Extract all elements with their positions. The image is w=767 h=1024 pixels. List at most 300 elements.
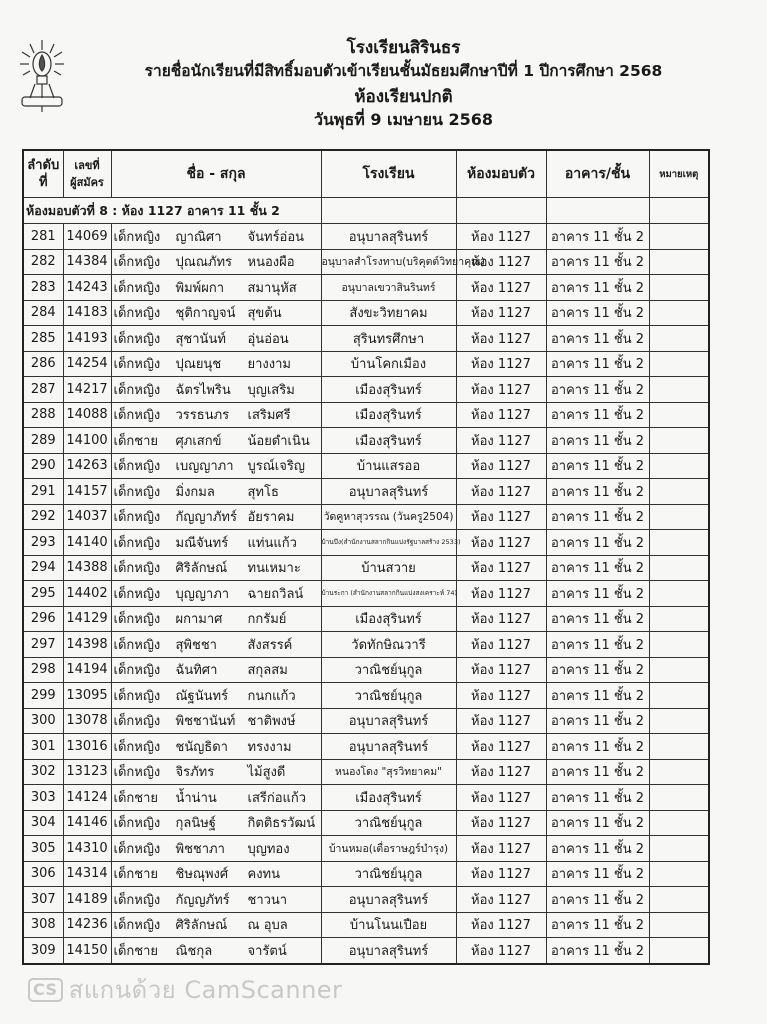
- cell-applicant-id: 14189: [63, 887, 111, 913]
- col-applicant-line1: เลขที่: [74, 159, 100, 172]
- col-order: [23, 150, 63, 198]
- cell-note: [649, 530, 709, 556]
- first-name: ชุติกาญจน์: [175, 306, 236, 322]
- cell-applicant-id: 14243: [63, 275, 111, 301]
- table-row: [23, 224, 709, 250]
- student-table: [22, 149, 710, 965]
- cell-name: [111, 606, 321, 632]
- first-name: กัญญภัทร์: [175, 892, 230, 908]
- first-name: มิ่งกมล: [175, 484, 215, 500]
- cell-applicant-id: 13016: [63, 734, 111, 760]
- cell-building: อาคาร 11 ชั้น 2: [546, 326, 649, 352]
- name-prefix: เด็กหญิง: [113, 892, 161, 908]
- name-prefix: เด็กหญิง: [113, 586, 161, 602]
- table-row: [23, 402, 709, 428]
- last-name: น้อยดำเนิน: [247, 433, 310, 449]
- cell-school: อนุบาลเขวาสินรินทร์: [321, 275, 456, 301]
- table-row: [23, 836, 709, 862]
- cell-building: อาคาร 11 ชั้น 2: [546, 606, 649, 632]
- cell-room: ห้อง 1127: [456, 402, 546, 428]
- first-name: สุชานันท์: [175, 331, 226, 347]
- last-name: ฉายถวิลน์: [247, 586, 304, 602]
- table-row: [23, 683, 709, 709]
- table-row: [23, 861, 709, 887]
- cell-room: ห้อง 1127: [456, 581, 546, 607]
- last-name: อัยราคม: [247, 510, 295, 526]
- cell-school: บ้านโคกเมือง: [321, 351, 456, 377]
- first-name: ญาณิศา: [175, 229, 222, 245]
- section-label: ห้องมอบตัวที่ 8 : ห้อง 1127 อาคาร 11 ชั้น 2: [23, 198, 321, 224]
- cell-order-no: 298: [23, 657, 63, 683]
- cell-name: [111, 555, 321, 581]
- cell-building: อาคาร 11 ชั้น 2: [546, 530, 649, 556]
- table-row: [23, 785, 709, 811]
- name-prefix: เด็กหญิง: [113, 918, 161, 934]
- cell-room: ห้อง 1127: [456, 759, 546, 785]
- cell-order-no: 304: [23, 810, 63, 836]
- cell-school: เมืองสุรินทร์: [321, 377, 456, 403]
- cell-applicant-id: 14183: [63, 300, 111, 326]
- cell-school: เมืองสุรินทร์: [321, 606, 456, 632]
- cell-room: ห้อง 1127: [456, 785, 546, 811]
- cell-building: อาคาร 11 ชั้น 2: [546, 734, 649, 760]
- cell-school: อนุบาลสุรินทร์: [321, 887, 456, 913]
- cell-applicant-id: 14254: [63, 351, 111, 377]
- cell-room: ห้อง 1127: [456, 683, 546, 709]
- last-name: คงทน: [247, 867, 280, 883]
- name-prefix: เด็กชาย: [113, 790, 158, 806]
- last-name: ทรงงาม: [247, 739, 292, 755]
- table-row: [23, 326, 709, 352]
- first-name: ชนัญธิดา: [175, 739, 228, 755]
- name-prefix: เด็กหญิง: [113, 357, 161, 373]
- cell-order-no: 301: [23, 734, 63, 760]
- first-name: ศุภเสกข์: [175, 433, 222, 449]
- first-name: สุพิชชา: [175, 637, 217, 653]
- cell-name: [111, 938, 321, 964]
- cell-building: อาคาร 11 ชั้น 2: [546, 657, 649, 683]
- cell-note: [649, 683, 709, 709]
- first-name: พิมพ์ผกา: [175, 280, 224, 296]
- cell-note: [649, 479, 709, 505]
- name-prefix: เด็กหญิง: [113, 688, 161, 704]
- cell-name: [111, 504, 321, 530]
- name-prefix: เด็กหญิง: [113, 841, 161, 857]
- table-row: [23, 249, 709, 275]
- cell-applicant-id: 13095: [63, 683, 111, 709]
- cell-note: [649, 402, 709, 428]
- cell-applicant-id: 14037: [63, 504, 111, 530]
- cell-note: [649, 224, 709, 250]
- cell-applicant-id: 14193: [63, 326, 111, 352]
- col-school: โรงเรียน: [321, 150, 456, 198]
- last-name: เสรีก่อแก้ว: [247, 790, 307, 806]
- cell-order-no: 289: [23, 428, 63, 454]
- cell-order-no: 288: [23, 402, 63, 428]
- first-name: ฉัตรไพริน: [175, 382, 231, 398]
- last-name: ยางงาม: [247, 357, 291, 373]
- cell-school: เมืองสุรินทร์: [321, 402, 456, 428]
- cell-order-no: 295: [23, 581, 63, 607]
- cell-note: [649, 887, 709, 913]
- cell-name: [111, 581, 321, 607]
- cell-school: อนุบาลสุรินทร์: [321, 479, 456, 505]
- cell-school: บ้านแสรออ: [321, 453, 456, 479]
- cell-school: บ้านระกา (สำนักงานสลากกินแบ่งสงเคราะห์ 74): [321, 581, 456, 607]
- cell-name: [111, 300, 321, 326]
- last-name: ทนเหมาะ: [247, 561, 301, 577]
- cell-school: อนุบาลสุรินทร์: [321, 708, 456, 734]
- first-name: จิรภัทร: [175, 765, 215, 781]
- cell-building: อาคาร 11 ชั้น 2: [546, 402, 649, 428]
- cell-order-no: 307: [23, 887, 63, 913]
- first-name: พิชชาภา: [175, 841, 225, 857]
- cell-building: อาคาร 11 ชั้น 2: [546, 887, 649, 913]
- first-name: ผกามาศ: [175, 612, 223, 628]
- table-row: [23, 887, 709, 913]
- first-name: กัญญาภัทร์: [175, 510, 237, 526]
- cell-room: ห้อง 1127: [456, 479, 546, 505]
- last-name: สุขต้น: [247, 306, 282, 322]
- name-prefix: เด็กหญิง: [113, 561, 161, 577]
- cell-name: [111, 861, 321, 887]
- cell-school: อนุบาลสำโรงทาบ(บริคุตต์วิทยาคุณ): [321, 249, 456, 275]
- name-prefix: เด็กหญิง: [113, 229, 161, 245]
- name-prefix: เด็กหญิง: [113, 459, 161, 475]
- cell-building: อาคาร 11 ชั้น 2: [546, 428, 649, 454]
- cell-room: ห้อง 1127: [456, 861, 546, 887]
- cell-applicant-id: 13123: [63, 759, 111, 785]
- cell-school: บ้านโนนเปือย: [321, 912, 456, 938]
- section-empty-cell: [321, 198, 456, 224]
- cell-note: [649, 275, 709, 301]
- cell-applicant-id: 14100: [63, 428, 111, 454]
- cell-order-no: 302: [23, 759, 63, 785]
- cell-applicant-id: 14088: [63, 402, 111, 428]
- cell-applicant-id: 14146: [63, 810, 111, 836]
- program-name: ห้องเรียนปกติ: [354, 87, 453, 107]
- cell-school: สุรินทรศึกษา: [321, 326, 456, 352]
- last-name: กกรัมย์: [247, 612, 287, 628]
- cell-note: [649, 504, 709, 530]
- watermark-text: สแกนด้วย CamScanner: [68, 976, 343, 1004]
- name-prefix: เด็กหญิง: [113, 637, 161, 653]
- cell-note: [649, 326, 709, 352]
- section-row: [23, 198, 709, 224]
- cell-order-no: 299: [23, 683, 63, 709]
- cell-note: [649, 785, 709, 811]
- table-row: [23, 632, 709, 658]
- table-row: [23, 428, 709, 454]
- table-row: [23, 581, 709, 607]
- cell-order-no: 294: [23, 555, 63, 581]
- name-prefix: เด็กหญิง: [113, 280, 161, 296]
- cell-building: อาคาร 11 ชั้น 2: [546, 861, 649, 887]
- cell-note: [649, 606, 709, 632]
- table-header-row: [23, 150, 709, 198]
- col-building: อาคาร/ชั้น: [546, 150, 649, 198]
- cell-note: [649, 351, 709, 377]
- cell-note: [649, 708, 709, 734]
- last-name: สกุลสม: [247, 663, 288, 679]
- cell-room: ห้อง 1127: [456, 453, 546, 479]
- last-name: กิตติธรวัฒน์: [247, 816, 316, 832]
- last-name: ชาติพงษ์: [247, 714, 296, 730]
- cell-applicant-id: 13078: [63, 708, 111, 734]
- cell-room: ห้อง 1127: [456, 657, 546, 683]
- name-prefix: เด็กหญิง: [113, 484, 161, 500]
- cell-order-no: 283: [23, 275, 63, 301]
- cell-room: ห้อง 1127: [456, 555, 546, 581]
- name-prefix: เด็กหญิง: [113, 739, 161, 755]
- cell-order-no: 284: [23, 300, 63, 326]
- name-prefix: เด็กหญิง: [113, 765, 161, 781]
- cell-building: อาคาร 11 ชั้น 2: [546, 351, 649, 377]
- col-room: ห้องมอบตัว: [456, 150, 546, 198]
- last-name: เสริมศรี: [247, 408, 291, 424]
- table-row: [23, 479, 709, 505]
- cell-room: ห้อง 1127: [456, 326, 546, 352]
- cell-school: อนุบาลสุรินทร์: [321, 224, 456, 250]
- cell-school: สังขะวิทยาคม: [321, 300, 456, 326]
- cell-building: อาคาร 11 ชั้น 2: [546, 504, 649, 530]
- cell-order-no: 296: [23, 606, 63, 632]
- cell-note: [649, 555, 709, 581]
- col-order-line1: ลำดับ: [27, 158, 60, 173]
- cell-school: เมืองสุรินทร์: [321, 785, 456, 811]
- first-name: ศิริลักษณ์: [175, 561, 228, 577]
- last-name: อุ่นอ่อน: [247, 331, 289, 347]
- name-prefix: เด็กหญิง: [113, 535, 161, 551]
- table-row: [23, 708, 709, 734]
- last-name: หนองผือ: [247, 255, 295, 271]
- cell-room: ห้อง 1127: [456, 836, 546, 862]
- cell-room: ห้อง 1127: [456, 912, 546, 938]
- cell-name: [111, 759, 321, 785]
- cell-order-no: 292: [23, 504, 63, 530]
- first-name: ปุณยนุช: [175, 357, 222, 373]
- last-name: ชาวนา: [247, 892, 288, 908]
- first-name: เบญญาภา: [175, 459, 234, 475]
- cell-school: วาณิชย์นุกูล: [321, 810, 456, 836]
- cell-applicant-id: 14388: [63, 555, 111, 581]
- name-prefix: เด็กหญิง: [113, 714, 161, 730]
- cell-building: อาคาร 11 ชั้น 2: [546, 759, 649, 785]
- cell-name: [111, 632, 321, 658]
- cell-order-no: 305: [23, 836, 63, 862]
- report-date: วันพุธที่ 9 เมษายน 2568: [313, 110, 493, 129]
- cell-name: [111, 708, 321, 734]
- first-name: พิชชานันท์: [175, 714, 236, 730]
- cell-room: ห้อง 1127: [456, 275, 546, 301]
- table-row: [23, 275, 709, 301]
- last-name: บุญเสริม: [247, 382, 295, 398]
- cell-room: ห้อง 1127: [456, 351, 546, 377]
- table-row: [23, 759, 709, 785]
- cell-school: วาณิชย์นุกูล: [321, 657, 456, 683]
- section-empty-cell: [649, 198, 709, 224]
- cell-name: [111, 351, 321, 377]
- cell-school: วัดคูหาสุวรรณ (วันครู2504): [321, 504, 456, 530]
- last-name: ไม้สูงดี: [247, 765, 286, 781]
- cell-note: [649, 861, 709, 887]
- cell-order-no: 281: [23, 224, 63, 250]
- name-prefix: เด็กชาย: [113, 433, 158, 449]
- cell-note: [649, 938, 709, 964]
- cell-room: ห้อง 1127: [456, 504, 546, 530]
- cell-school: วัดทักษิณวารี: [321, 632, 456, 658]
- cell-building: อาคาร 11 ชั้น 2: [546, 810, 649, 836]
- cell-order-no: 309: [23, 938, 63, 964]
- cell-name: [111, 657, 321, 683]
- cell-name: [111, 683, 321, 709]
- cell-applicant-id: 14310: [63, 836, 111, 862]
- cell-building: อาคาร 11 ชั้น 2: [546, 224, 649, 250]
- cell-applicant-id: 14402: [63, 581, 111, 607]
- cell-room: ห้อง 1127: [456, 632, 546, 658]
- cell-school: เมืองสุรินทร์: [321, 428, 456, 454]
- table-row: [23, 912, 709, 938]
- cell-building: อาคาร 11 ชั้น 2: [546, 249, 649, 275]
- section-empty-cell: [546, 198, 649, 224]
- cell-order-no: 303: [23, 785, 63, 811]
- col-note: หมายเหตุ: [649, 150, 709, 198]
- table-row: [23, 453, 709, 479]
- cell-order-no: 290: [23, 453, 63, 479]
- last-name: แท่นแก้ว: [247, 535, 297, 551]
- school-name: โรงเรียนสิรินธร: [346, 38, 461, 58]
- cell-building: อาคาร 11 ชั้น 2: [546, 708, 649, 734]
- table-row: [23, 351, 709, 377]
- cell-note: [649, 657, 709, 683]
- cell-building: อาคาร 11 ชั้น 2: [546, 377, 649, 403]
- cell-room: ห้อง 1127: [456, 300, 546, 326]
- cell-applicant-id: 14384: [63, 249, 111, 275]
- cell-applicant-id: 14124: [63, 785, 111, 811]
- cell-note: [649, 453, 709, 479]
- last-name: สุทโธ: [247, 484, 279, 500]
- col-order-line2: ที่: [38, 175, 48, 190]
- first-name: บุญญาภา: [175, 586, 230, 602]
- cell-school: อนุบาลสุรินทร์: [321, 734, 456, 760]
- name-prefix: เด็กหญิง: [113, 816, 161, 832]
- cell-room: ห้อง 1127: [456, 428, 546, 454]
- cell-note: [649, 300, 709, 326]
- cell-name: [111, 377, 321, 403]
- table-row: [23, 530, 709, 556]
- camscanner-watermark: [28, 970, 342, 1009]
- name-prefix: เด็กหญิง: [113, 382, 161, 398]
- cell-building: อาคาร 11 ชั้น 2: [546, 300, 649, 326]
- cell-applicant-id: 14314: [63, 861, 111, 887]
- table-row: [23, 555, 709, 581]
- cell-building: อาคาร 11 ชั้น 2: [546, 581, 649, 607]
- cell-building: อาคาร 11 ชั้น 2: [546, 453, 649, 479]
- cell-name: [111, 785, 321, 811]
- cell-note: [649, 810, 709, 836]
- last-name: จารัตน์: [247, 943, 287, 959]
- name-prefix: เด็กหญิง: [113, 331, 161, 347]
- cell-name: [111, 326, 321, 352]
- section-empty-cell: [456, 198, 546, 224]
- cell-room: ห้อง 1127: [456, 810, 546, 836]
- cell-school: บ้านบึง(สำนักงานสลากกินแบ่งรัฐบาลสร้าง 2533): [321, 530, 456, 556]
- cell-room: ห้อง 1127: [456, 708, 546, 734]
- camscanner-logo-icon: CS: [28, 978, 63, 1002]
- cell-note: [649, 759, 709, 785]
- cell-name: [111, 836, 321, 862]
- table-row: [23, 734, 709, 760]
- name-prefix: เด็กชาย: [113, 943, 158, 959]
- cell-name: [111, 402, 321, 428]
- col-name: ชื่อ - สกุล: [111, 150, 321, 198]
- col-applicant-no: [63, 150, 111, 198]
- cell-applicant-id: 14398: [63, 632, 111, 658]
- cell-note: [649, 836, 709, 862]
- first-name: ณัฐนันทร์: [175, 688, 229, 704]
- last-name: กนกแก้ว: [247, 688, 296, 704]
- first-name: วรรธนภร: [175, 408, 230, 424]
- cell-note: [649, 249, 709, 275]
- cell-name: [111, 224, 321, 250]
- cell-note: [649, 632, 709, 658]
- cell-name: [111, 428, 321, 454]
- cell-school: อนุบาลสุรินทร์: [321, 938, 456, 964]
- cell-applicant-id: 14236: [63, 912, 111, 938]
- cell-applicant-id: 14157: [63, 479, 111, 505]
- cell-room: ห้อง 1127: [456, 377, 546, 403]
- cell-room: ห้อง 1127: [456, 224, 546, 250]
- cell-note: [649, 377, 709, 403]
- cell-building: อาคาร 11 ชั้น 2: [546, 275, 649, 301]
- cell-note: [649, 428, 709, 454]
- cell-name: [111, 887, 321, 913]
- cell-name: [111, 912, 321, 938]
- cell-room: ห้อง 1127: [456, 530, 546, 556]
- document-title: รายชื่อนักเรียนที่มีสิทธิ์มอบตัวเข้าเรียนชั้นมัธยมศึกษาปีที่ 1 ปีการศึกษา 2568: [144, 62, 663, 80]
- cell-order-no: 308: [23, 912, 63, 938]
- cell-order-no: 297: [23, 632, 63, 658]
- cell-school: บ้านหมอ(เตื่อราษฎร์บำรุง): [321, 836, 456, 862]
- cell-room: ห้อง 1127: [456, 938, 546, 964]
- cell-building: อาคาร 11 ชั้น 2: [546, 632, 649, 658]
- table-row: [23, 300, 709, 326]
- cell-building: อาคาร 11 ชั้น 2: [546, 785, 649, 811]
- cell-note: [649, 912, 709, 938]
- cell-applicant-id: 14217: [63, 377, 111, 403]
- cell-school: หนองโดง "สุรวิทยาคม": [321, 759, 456, 785]
- cell-name: [111, 810, 321, 836]
- cell-building: อาคาร 11 ชั้น 2: [546, 912, 649, 938]
- cell-name: [111, 530, 321, 556]
- name-prefix: เด็กหญิง: [113, 663, 161, 679]
- cell-building: อาคาร 11 ชั้น 2: [546, 555, 649, 581]
- cell-note: [649, 581, 709, 607]
- first-name: ฉันทิศา: [175, 663, 218, 679]
- cell-order-no: 291: [23, 479, 63, 505]
- cell-applicant-id: 14129: [63, 606, 111, 632]
- last-name: บุญทอง: [247, 841, 290, 857]
- cell-building: อาคาร 11 ชั้น 2: [546, 938, 649, 964]
- cell-school: วาณิชย์นุกูล: [321, 861, 456, 887]
- cell-room: ห้อง 1127: [456, 734, 546, 760]
- cell-building: อาคาร 11 ชั้น 2: [546, 479, 649, 505]
- name-prefix: เด็กหญิง: [113, 510, 161, 526]
- last-name: บูรณ์เจริญ: [247, 459, 305, 475]
- first-name: ศิริลักษณ์: [175, 918, 228, 934]
- first-name: ณิชกุล: [175, 943, 213, 959]
- cell-order-no: 306: [23, 861, 63, 887]
